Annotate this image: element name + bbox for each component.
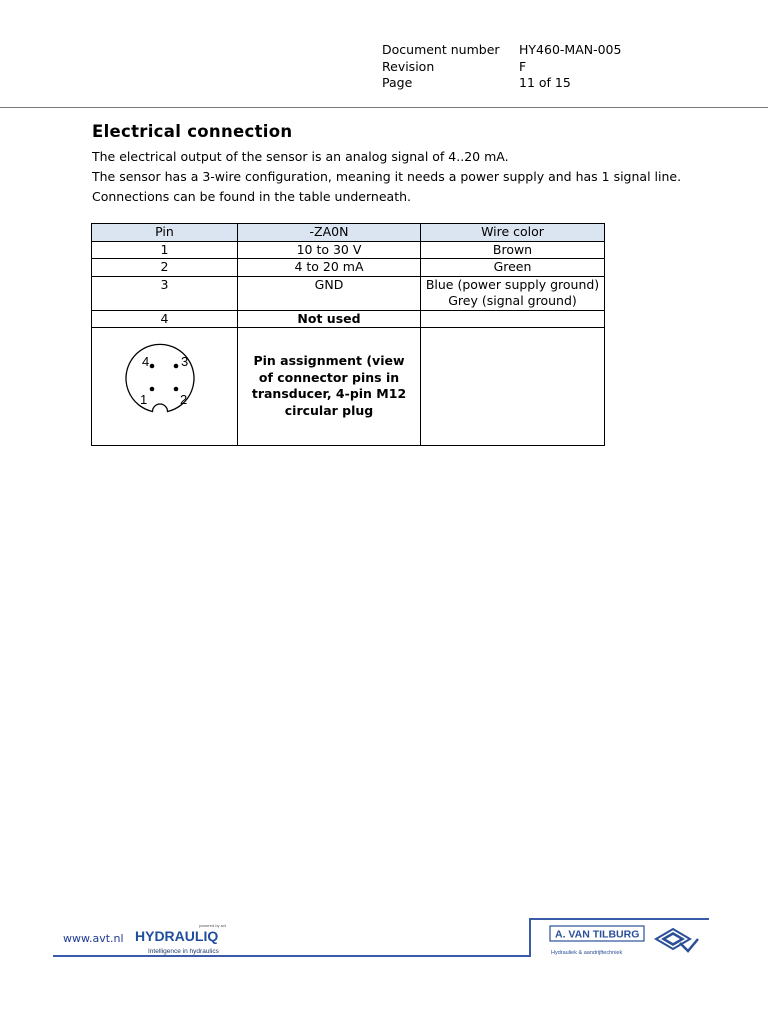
logo-text-hydrauliq: HYDRAULIQ (135, 928, 219, 944)
wire-color-cell (421, 276, 605, 310)
pin-assignment-cell (238, 328, 421, 446)
wire-color-line-1: Blue (power supply ground) (425, 276, 600, 292)
wire-color-cell: Brown (421, 241, 605, 259)
col-header-wire-color: Wire color (421, 224, 605, 242)
connector-diagram-cell (92, 328, 238, 446)
logo-text-van-tilburg: A. VAN TILBURG (555, 928, 640, 941)
col-header-pin: Pin (92, 224, 238, 242)
intro-line-1: The electrical output of the sensor is an analog signal of 4..20 mA. (92, 149, 509, 164)
pin-table (91, 223, 605, 446)
section-intro (92, 147, 681, 207)
pin-assignment-text: Pin assignment (view of connector pins in transducer, 4-pin M12 circular plug (251, 353, 407, 418)
pin-dot (173, 387, 178, 392)
intro-line-3: Connections can be found in the table underneath. (92, 189, 411, 204)
table-row (92, 259, 605, 277)
pin-cell: 2 (92, 259, 238, 277)
wire-color-cell (421, 310, 605, 328)
document-number-label: Document number (382, 42, 500, 57)
footer-url-link[interactable]: www.avt.nl (63, 932, 124, 945)
revision-row (382, 59, 621, 76)
logo-emblem-icon (656, 929, 698, 951)
table-row (92, 276, 605, 310)
za0n-cell: GND (238, 276, 421, 310)
revision-value: F (519, 58, 527, 74)
footer-divider-right (529, 918, 709, 920)
page-value: 11 of 15 (519, 75, 571, 90)
pin-cell: 3 (92, 276, 238, 310)
table-header-row (92, 224, 605, 242)
pin-label: 2 (179, 392, 187, 407)
pin-cell: 4 (92, 310, 238, 328)
pin-cell: 1 (92, 241, 238, 259)
footer-divider-left (53, 955, 529, 957)
footer-divider-vertical (529, 918, 531, 957)
revision-label: Revision (382, 58, 435, 74)
page-row (382, 75, 621, 92)
page-label: Page (382, 75, 413, 90)
za0n-cell: Not used (238, 310, 421, 328)
logo-tagline-right: Hydrauliek & aandrijftechniek (551, 950, 623, 956)
pin-label: 1 (139, 392, 147, 407)
pin-label: 4 (141, 354, 149, 369)
hydrauliq-logo-graphic (134, 922, 244, 956)
pin-dot (149, 387, 154, 392)
pin-label: 3 (180, 354, 188, 369)
empty-cell (421, 328, 605, 446)
wire-color-cell: Green (421, 259, 605, 277)
table-row (92, 241, 605, 259)
intro-line-2: The sensor has a 3-wire configuration, meaning it needs a power supply and has 1 signal line. (92, 169, 682, 184)
section-title: Electrical connection (92, 122, 293, 141)
za0n-cell: 10 to 30 V (238, 241, 421, 259)
table-row (92, 310, 605, 328)
document-number-row (382, 42, 621, 59)
pin-dot (173, 364, 178, 369)
header-divider (0, 107, 768, 108)
col-header-za0n: -ZA0N (238, 224, 421, 242)
avt-logo-graphic (548, 925, 708, 959)
avt-logo (548, 925, 708, 963)
document-number-value: HY460-MAN-005 (519, 42, 622, 57)
connector-diagram (93, 328, 237, 440)
document-header (382, 42, 621, 92)
table-row-diagram (92, 328, 605, 446)
logo-tagline: Intelligence in hydraulics (148, 948, 219, 955)
za0n-cell: 4 to 20 mA (238, 259, 421, 277)
logo-poweredby: powered by avt (198, 923, 226, 928)
wire-color-line-2: Grey (signal ground) (448, 293, 577, 308)
pin-dot (149, 364, 154, 369)
